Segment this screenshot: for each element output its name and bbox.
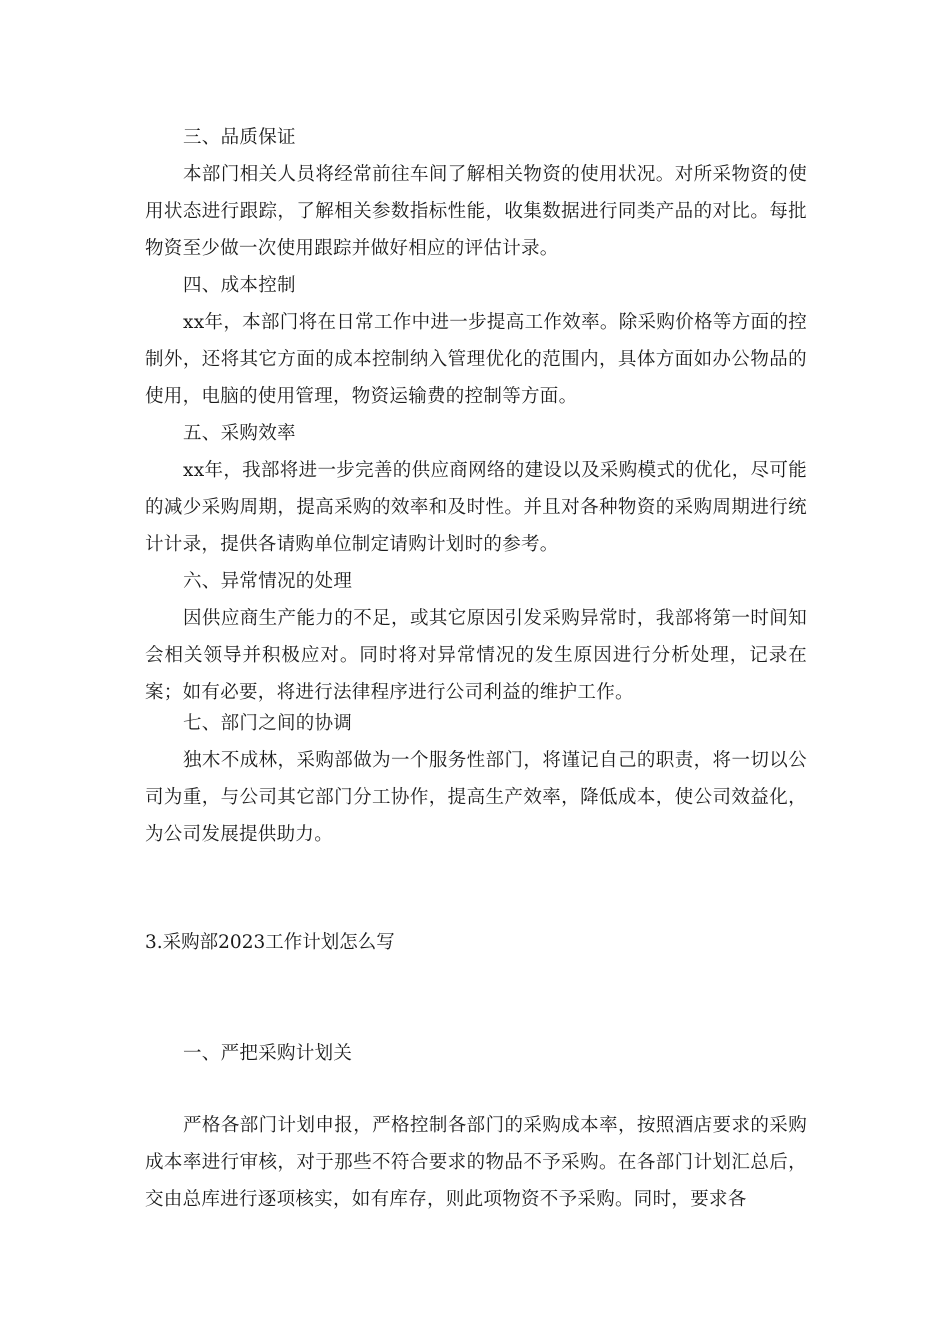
section-body-coordination: 独木不成林，采购部做为一个服务性部门，将谨记自己的职责，将一切以公司为重，与公司其它部门分工协作，提高生产效率，降低成本，使公司效益化，为公司发展提供助力。 bbox=[145, 750, 807, 845]
section-body-efficiency: xx年，我部将进一步完善的供应商网络的建设以及采购模式的优化，尽可能的减少采购周期，提高采购的效率和及时性。并且对各种物资的采购周期进行统计计录，提供各请购单位制定请购计划时的参考。 bbox=[145, 460, 807, 555]
section-heading-efficiency: 五、采购效率 bbox=[183, 423, 296, 444]
section-heading-quality: 三、品质保证 bbox=[183, 127, 296, 148]
section-heading-exceptions: 六、异常情况的处理 bbox=[183, 571, 353, 592]
section-heading-coordination: 七、部门之间的协调 bbox=[183, 713, 353, 734]
section-body-cost: xx年，本部门将在日常工作中进一步提高工作效率。除采购价格等方面的控制外，还将其它方面的成本控制纳入管理优化的范围内，具体方面如办公物品的使用，电脑的使用管理，物资运输费的控制等方面。 bbox=[145, 312, 807, 407]
next-section-title: 3.采购部2023工作计划怎么写 bbox=[145, 932, 395, 953]
part2-heading: 一、严把采购计划关 bbox=[183, 1043, 353, 1064]
section-heading-cost: 四、成本控制 bbox=[183, 275, 296, 296]
section-body-exceptions: 因供应商生产能力的不足，或其它原因引发采购异常时，我部将第一时间知会相关领导并积极应对。同时将对异常情况的发生原因进行分析处理，记录在案；如有必要，将进行法律程序进行公司利益的维护工作。 bbox=[145, 608, 807, 703]
part2-body: 严格各部门计划申报，严格控制各部门的采购成本率，按照酒店要求的采购成本率进行审核，对于那些不符合要求的物品不予采购。在各部门计划汇总后，交由总库进行逐项核实，如有库存，则此项物资不予采购。同时，要求各 bbox=[145, 1115, 807, 1210]
section-body-quality: 本部门相关人员将经常前往车间了解相关物资的使用状况。对所采物资的使用状态进行跟踪，了解相关参数指标性能，收集数据进行同类产品的对比。每批物资至少做一次使用跟踪并做好相应的评估计录。 bbox=[145, 164, 807, 259]
